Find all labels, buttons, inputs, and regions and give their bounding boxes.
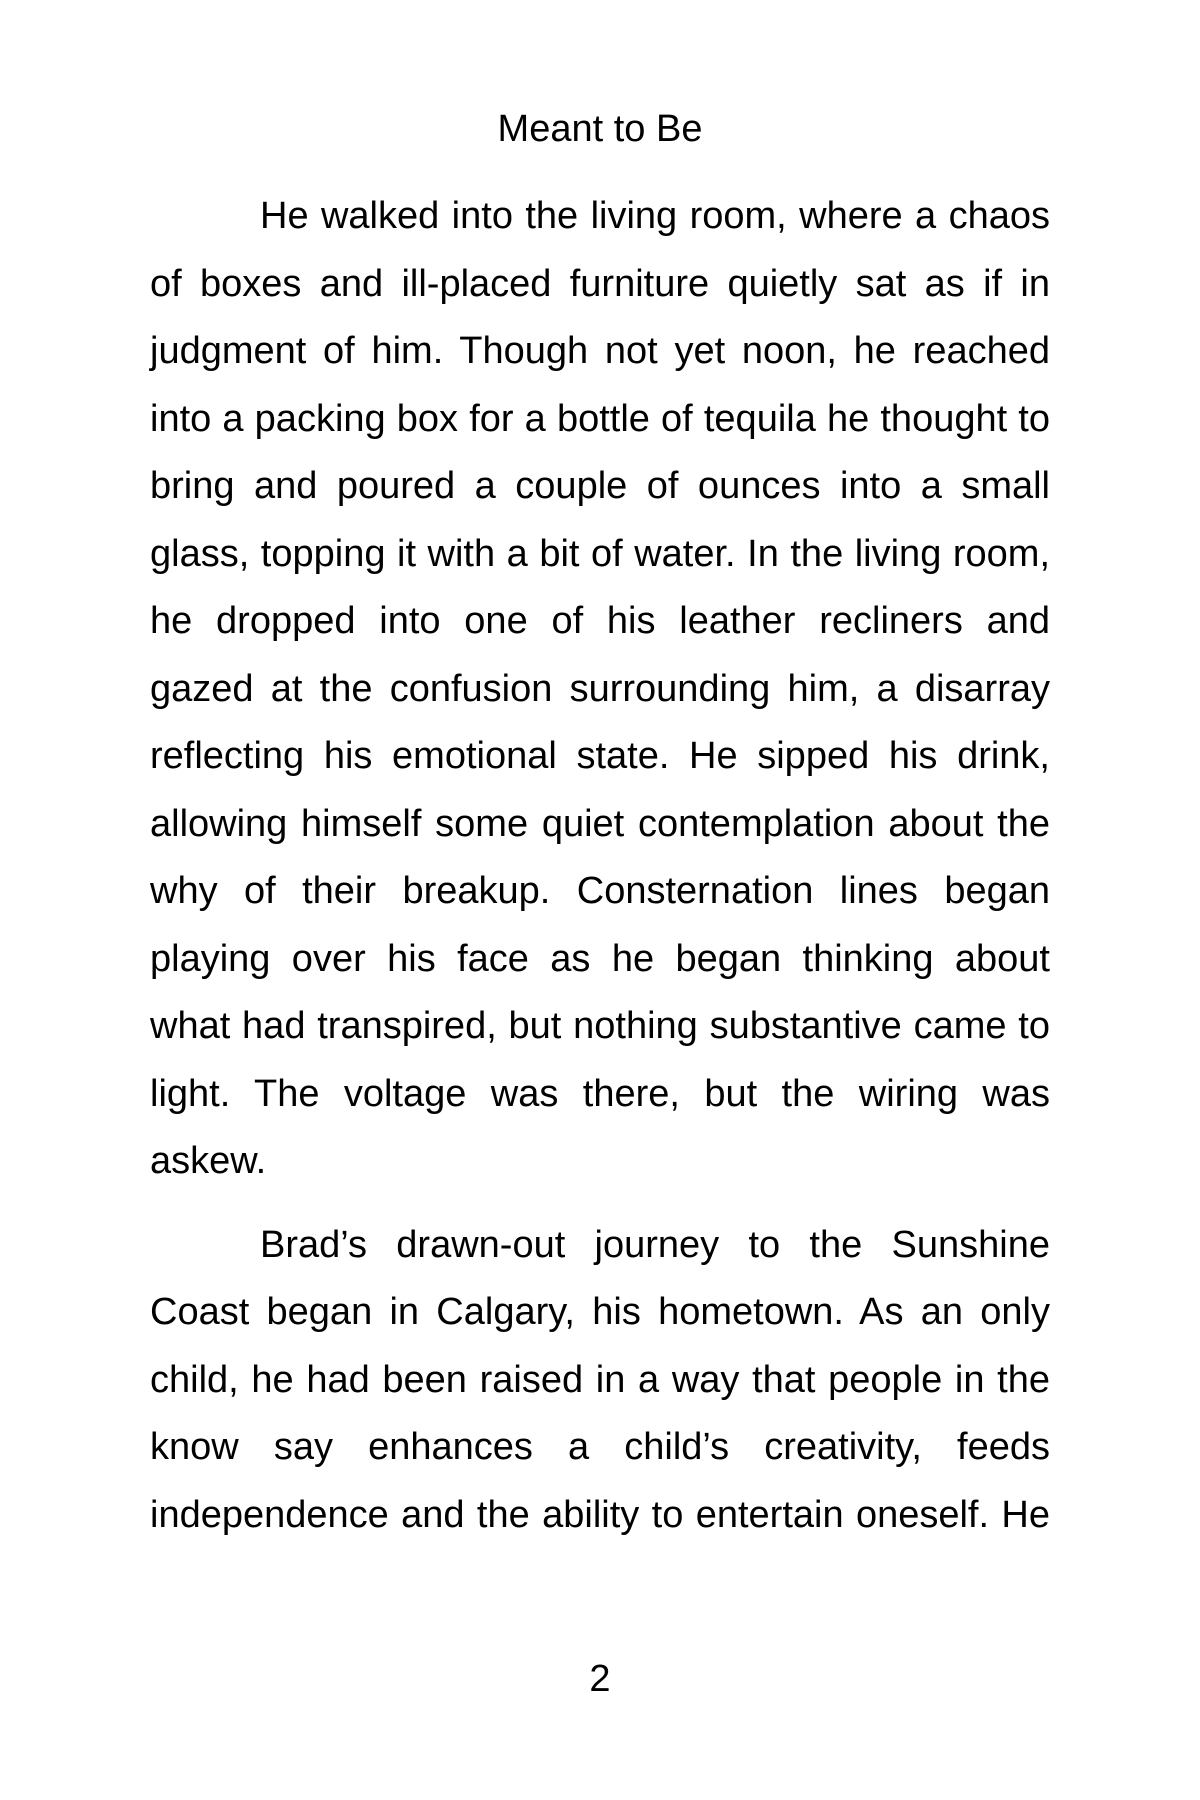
page-number: 2: [589, 1658, 611, 1700]
paragraph-1: He walked into the living room, where a chaos of boxes and ill-placed furniture quietly sat as if in judgment of him. Though not yet noon, he reached into a packing box for a bottle of tequila he thought to bring and poured a couple of ounces into a small glass, topping it with a bit of water. In the living room, he dropped into one of his leather recliners and gazed at the confusion surrounding him, a disarray reflecting his emotional state. He sipped his drink, allowing himself some quiet contemplation about the why of their breakup. Consternation lines began playing over his face as he began thinking about what had transpired, but nothing substantive came to light. The voltage was there, but the wiring was askew.: [150, 195, 1050, 1182]
page-title: Meant to Be: [497, 108, 703, 150]
paragraph-2: Brad’s drawn-out journey to the Sunshine Coast began in Calgary, his hometown. As an only child, he had been raised in a way that people in the know say enhances a child’s creativity, feeds independence and the ability to entertain oneself. He: [150, 1223, 1050, 1536]
